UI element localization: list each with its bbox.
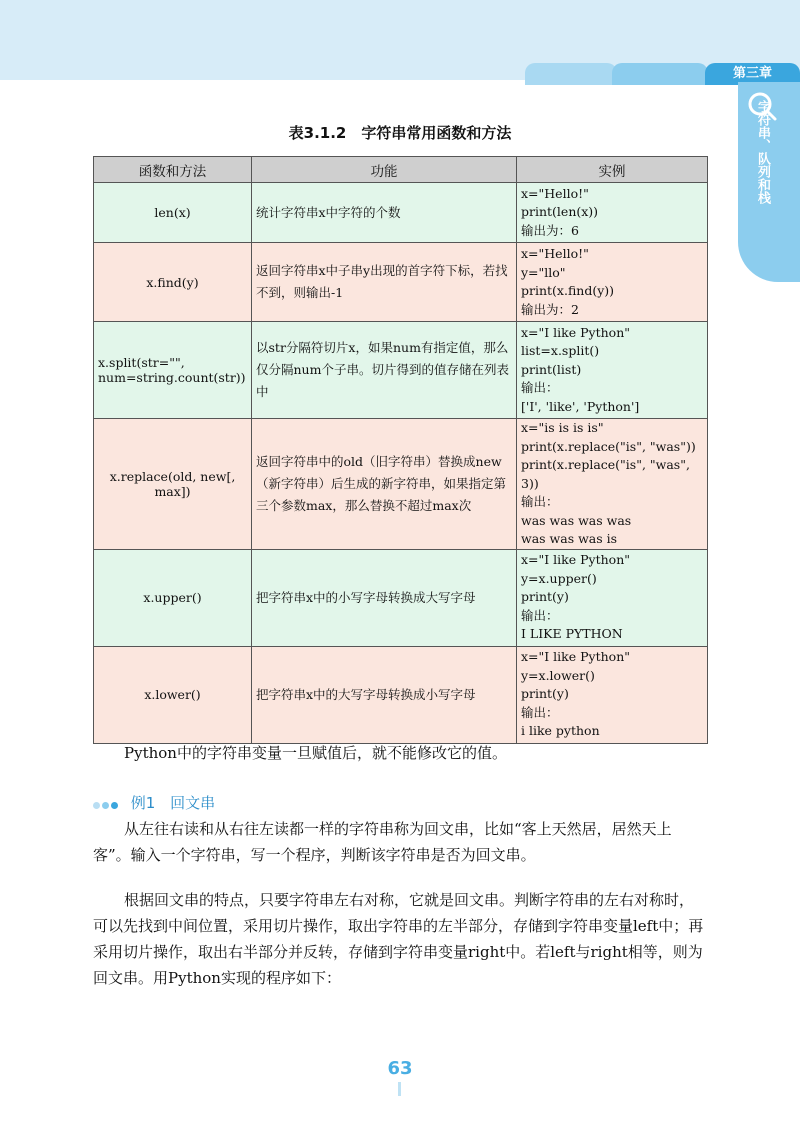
- example-cell: [517, 243, 708, 322]
- column-header: 函数和方法: [94, 157, 252, 183]
- example-line: 输出：: [521, 494, 559, 509]
- header-tab-decoration: [525, 63, 617, 85]
- function-cell: x.split(str="", num=string.count(str)): [94, 322, 252, 419]
- table-title: 表3.1.2 字符串常用函数和方法: [288, 124, 512, 142]
- example-line: was was was was: [521, 512, 632, 528]
- example-line: I LIKE PYTHON: [521, 626, 623, 642]
- table-row: [94, 243, 708, 322]
- example-line: print(len(x)): [521, 204, 599, 220]
- example-line: x="is is is is": [521, 420, 604, 435]
- header-tab-decoration: [612, 63, 708, 85]
- example-line: i like python: [521, 723, 600, 739]
- example-line: y=x.upper(): [521, 570, 597, 586]
- column-header: 功能: [252, 157, 517, 183]
- example-line: print(y): [521, 589, 569, 605]
- description-cell: 返回字符串x中子串y出现的首字符下标，若找不到，则输出-1: [252, 243, 517, 322]
- body-paragraph: 根据回文串的特点，只要字符串左右对称，它就是回文串。判断字符串的左右对称时，可以先找到中间位置，采用切片操作，取出字符串的左半部分，存储到字符串变量left中；再采用切片操作，取出右半部分并反转，存储到字符串变量right中。若left与right相等，则为回文串。用Python实现的程序如下：: [93, 891, 704, 987]
- example-line: x="I like Python": [521, 324, 630, 340]
- function-cell: len(x): [94, 183, 252, 243]
- example-line: list=x.split(): [521, 343, 600, 359]
- bullet-dots-icon: [93, 795, 120, 813]
- example-line: print(x.find(y)): [521, 283, 615, 298]
- example-cell: [517, 419, 708, 550]
- example-title: 回文串: [170, 794, 216, 812]
- description-cell: 把字符串x中的小写字母转换成大写字母: [252, 549, 517, 646]
- example-line: print(list): [521, 361, 582, 377]
- example-line: x="I like Python": [521, 552, 630, 568]
- side-title: 字符串、队列和栈: [755, 100, 770, 204]
- example-line: y=x.lower(): [521, 667, 595, 683]
- page-number-marker: [398, 1082, 401, 1096]
- description-cell: 把字符串x中的大写字母转换成小写字母: [252, 646, 517, 743]
- example-cell: [517, 646, 708, 743]
- example-line: print(y): [521, 686, 569, 702]
- example-line: was was was is: [521, 531, 618, 546]
- example-cell: [517, 183, 708, 243]
- description-cell: 返回字符串中的old（旧字符串）替换成new（新字符串）后生成的新字符串，如果指定第三个参数max，那么替换不超过max次: [252, 419, 517, 550]
- description-cell: 以str分隔符切片x，如果num有指定值，那么仅分隔num个子串。切片得到的值存储在列表中: [252, 322, 517, 419]
- example-line: print(x.replace("is", "was")): [521, 438, 696, 454]
- example-line: x="Hello!": [521, 185, 589, 201]
- table-header-row: [94, 157, 708, 183]
- example-cell: [517, 322, 708, 419]
- example-line: ['I', 'like', 'Python']: [521, 398, 640, 414]
- table-row: [94, 549, 708, 646]
- chapter-side-tab: [738, 82, 800, 282]
- example-line: 输出为：6: [521, 222, 579, 238]
- function-cell: x.find(y): [94, 243, 252, 322]
- example-line: print(x.replace("is", "was", 3)): [521, 457, 690, 491]
- functions-table: [93, 156, 708, 744]
- page-number: 63: [387, 1058, 413, 1079]
- example-line: 输出：: [521, 380, 559, 396]
- table-row: [94, 322, 708, 419]
- column-header: 实例: [517, 157, 708, 183]
- description-cell: 统计字符串x中字符的个数: [252, 183, 517, 243]
- function-cell: x.lower(): [94, 646, 252, 743]
- example-line: x="I like Python": [521, 649, 630, 665]
- function-cell: x.upper(): [94, 549, 252, 646]
- table-row: [94, 419, 708, 550]
- example-line: 输出为：2: [521, 301, 579, 317]
- table-row: [94, 183, 708, 243]
- example-description: 从左往右读和从右往左读都一样的字符串称为回文串，比如“客上天然居，居然天上客”。输入一个字符串，写一个程序，判断该字符串是否为回文串。: [93, 820, 672, 864]
- note-paragraph: Python中的字符串变量一旦赋值后，就不能修改它的值。: [124, 744, 507, 762]
- example-line: 输出：: [521, 704, 559, 720]
- chapter-tab: 第三章: [705, 63, 800, 85]
- example-line: x="Hello!": [521, 246, 589, 261]
- example-line: 输出：: [521, 607, 559, 623]
- example-line: y="llo": [521, 264, 566, 280]
- example-heading: [93, 792, 215, 813]
- table-row: [94, 646, 708, 743]
- example-label: 例1: [130, 794, 156, 812]
- example-cell: [517, 549, 708, 646]
- function-cell: x.replace(old, new[, max]): [94, 419, 252, 550]
